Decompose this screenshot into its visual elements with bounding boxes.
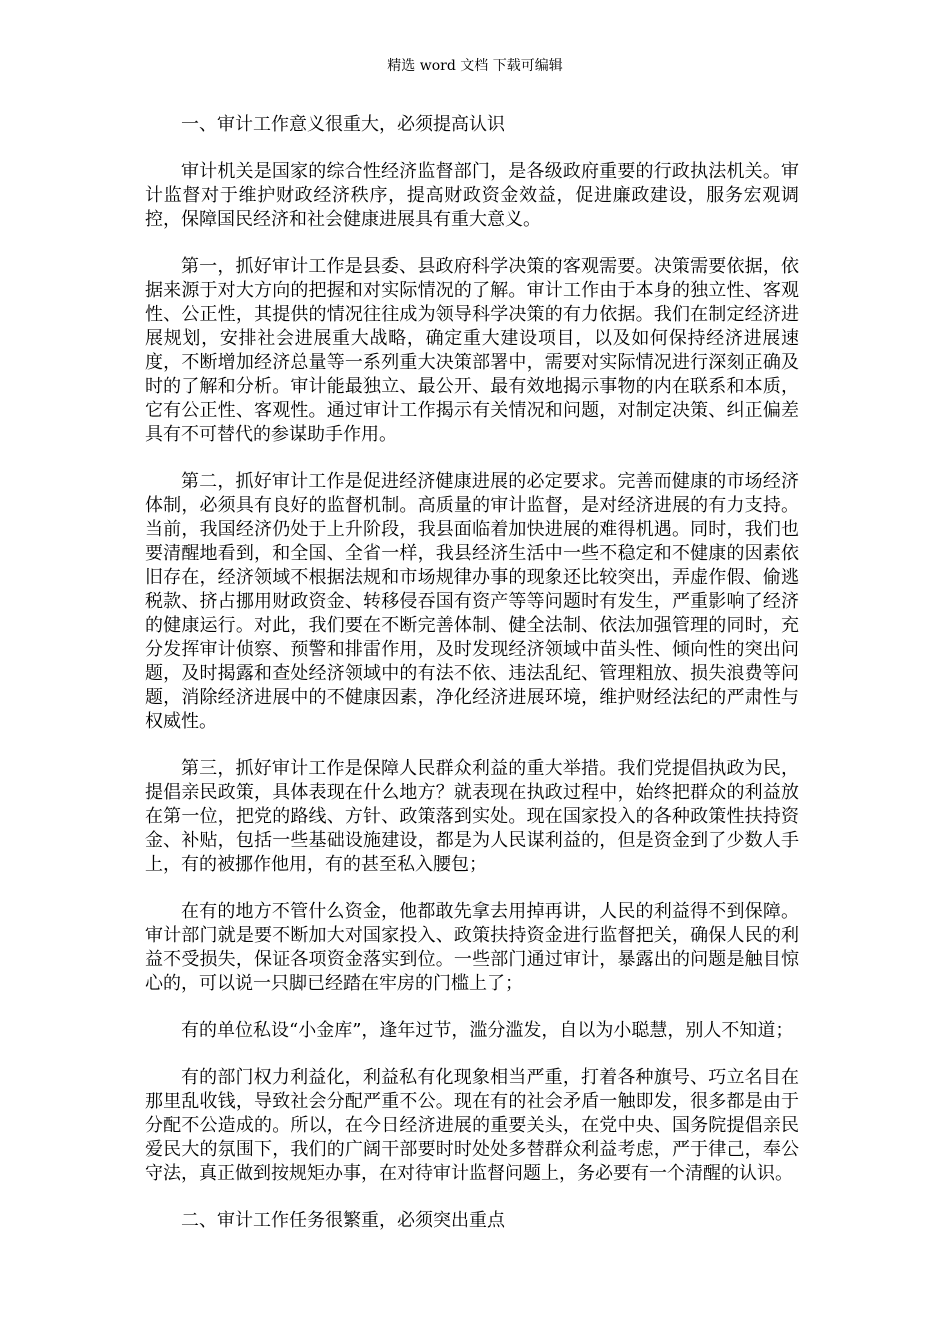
paragraph-second: 第二，抓好审计工作是促进经济健康进展的必定要求。完善而健康的市场经济体制，必须具有良好的监督机制。高质量的审计监督，是对经济进展的有力支持。当前，我国经济仍处于上升阶段，我县面临着加快进展的难得机遇。同时，我们也要清醒地看到，和全国、全省一样，我县经济生活中一些不稳定和不健康的因素依旧存在，经济领域不根据法规和市场规律办事的现象还比较突出，弄虚作假、偷逃税款、挤占挪用财政资金、转移侵吞国有资产等等问题时有发生，严重影响了经济的健康运行。对此，我们要在不断完善体制、健全法制、依法加强管理的同时，充分发挥审计侦察、预警和排雷作用，及时发现经济领域中苗头性、倾向性的突出问题，及时揭露和查处经济领域中的有法不依、违法乱纪、管理粗放、损失浪费等问题，消除经济进展中的不健康因素，净化经济进展环境，维护财经法纪的严肃性与权威性。 [145,471,799,732]
paragraph-funds: 在有的地方不管什么资金，他都敢先拿去用掉再讲，人民的利益得不到保障。审计部门就是要不断加大对国家投入、政策扶持资金进行监督把关，确保人民的利益不受损失，保证各项资金落实到位。一些部门通过审计，暴露出的问题是触目惊心的，可以说一只脚已经踏在牢房的门槛上了； [145,901,799,994]
section-heading-2: 二、审计工作任务很繁重，必须突出重点 [181,1210,505,1231]
paragraph-small-treasury: 有的单位私设“小金库”，逢年过节，滥分滥发，自以为小聪慧，别人不知道； [181,1020,794,1041]
paragraph-third: 第三，抓好审计工作是保障人民群众利益的重大举措。我们党提倡执政为民，提倡亲民政策，具体表现在什么地方？就表现在执政过程中，始终把群众的利益放在第一位，把党的路线、方针、政策落到实处。现在国家投入的各种政策性扶持资金、补贴，包括一些基础设施建设，都是为人民谋利益的，但是资金到了少数人手上，有的被挪作他用，有的甚至私入腰包； [145,758,799,875]
paragraph-first: 第一，抓好审计工作是县委、县政府科学决策的客观需要。决策需要依据，依据来源于对大方向的把握和对实际情况的了解。审计工作由于本身的独立性、客观性、公正性，其提供的情况往往成为领导科学决策的有力依据。我们在制定经济进展规划，安排社会进展重大战略，确定重大建设项目，以及如何保持经济进展速度，不断增加经济总量等一系列重大决策部署中，需要对实际情况进行深刻正确及时的了解和分析。审计能最独立、最公开、最有效地揭示事物的内在联系和本质，它有公正性、客观性。通过审计工作揭示有关情况和问题，对制定决策、纠正偏差具有不可替代的参谋助手作用。 [145,256,799,445]
paragraph-intro: 审计机关是国家的综合性经济监督部门，是各级政府重要的行政执法机关。审计监督对于维护财政经济秩序，提高财政资金效益，促进廉政建设，服务宏观调控，保障国民经济和社会健康进展具有重大意义。 [145,161,799,230]
paragraph-power-interest: 有的部门权力利益化，利益私有化现象相当严重，打着各种旗号、巧立名目在那里乱收钱，导致社会分配严重不公。现在有的社会矛盾一触即发，很多都是由于分配不公造成的。所以，在今日经济进展的重要关头，在党中央、国务院提倡亲民爱民大的氛围下，我们的广阔干部要时时处处多替群众利益考虑，严于律己，奉公守法，真正做到按规矩办事，在对待审计监督问题上，务必要有一个清醒的认识。 [145,1067,799,1184]
document-body [145,113,799,1256]
page-header: 精选 word 文档 下载可编辑 [387,58,563,74]
section-heading-1: 一、审计工作意义很重大，必须提高认识 [181,114,505,135]
